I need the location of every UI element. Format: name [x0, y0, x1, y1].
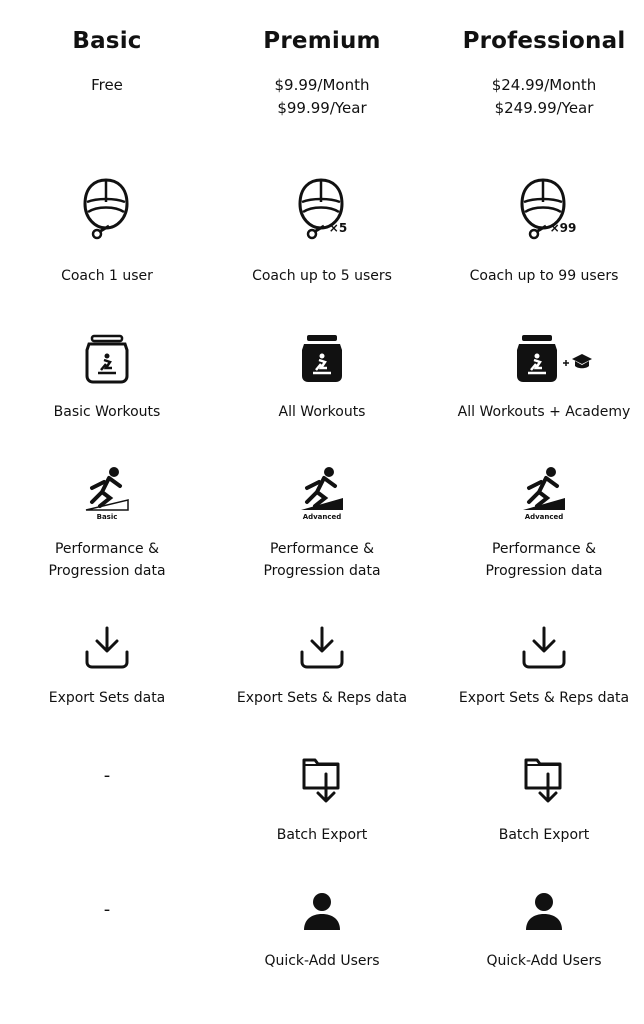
feature-batch-export-label: Batch Export — [498, 827, 590, 843]
feature-coach-label: Coach up to 5 users — [252, 268, 392, 284]
plan-price-line1: $9.99/Month — [274, 76, 370, 94]
coach-multiplier: ×5 — [328, 221, 348, 235]
plan-title: Professional — [462, 28, 626, 54]
performance-tier-label: Advanced — [524, 513, 564, 521]
plan-column-basic — [0, 0, 214, 1024]
plan-column-premium — [215, 0, 429, 1024]
plan-title: Premium — [263, 28, 381, 54]
feature-export-label: Export Sets data — [48, 690, 166, 706]
feature-quick-add-unavailable: - — [103, 899, 111, 920]
performance-tier-label: Basic — [96, 513, 118, 521]
feature-performance-label-2: Progression data — [485, 563, 603, 579]
workout-jar-icon — [512, 334, 594, 384]
download-tray-icon — [521, 626, 567, 670]
feature-performance-label-2: Progression data — [263, 563, 381, 579]
plan-price-line2: $99.99/Year — [277, 99, 367, 117]
sprinter-ramp-icon — [82, 466, 132, 522]
feature-quick-add-label: Quick-Add Users — [486, 953, 602, 969]
plan-price-line1: Free — [91, 76, 123, 94]
feature-workouts-label: All Workouts — [278, 404, 366, 420]
plan-price-line1: $24.99/Month — [491, 76, 597, 94]
feature-export-label: Export Sets & Reps data — [236, 690, 408, 706]
graduation-cap-icon — [572, 354, 592, 368]
feature-coach-label: Coach up to 99 users — [469, 268, 619, 284]
coach-cap-whistle-icon — [516, 178, 578, 242]
plan-price-line2: $249.99/Year — [494, 99, 594, 117]
user-icon — [303, 892, 341, 932]
feature-quick-add-label: Quick-Add Users — [264, 953, 380, 969]
plan-column-professional — [437, 0, 644, 1024]
plan-title: Basic — [72, 28, 142, 54]
feature-coach-label: Coach 1 user — [61, 268, 153, 284]
workout-jar-icon — [297, 334, 347, 384]
coach-cap-whistle-icon — [294, 178, 354, 242]
user-icon — [525, 892, 563, 932]
folder-download-icon — [301, 756, 343, 806]
feature-performance-label-2: Progression data — [48, 563, 166, 579]
feature-batch-export-label: Batch Export — [276, 827, 368, 843]
feature-workouts-label: All Workouts + Academy — [457, 404, 631, 420]
performance-tier-label: Advanced — [302, 513, 342, 521]
feature-export-label: Export Sets & Reps data — [458, 690, 630, 706]
feature-performance-label-1: Performance & — [491, 541, 597, 557]
feature-batch-export-unavailable: - — [103, 765, 111, 786]
download-tray-icon — [84, 626, 130, 670]
feature-performance-label-1: Performance & — [54, 541, 160, 557]
download-tray-icon — [299, 626, 345, 670]
workout-jar-icon — [82, 334, 132, 384]
sprinter-ramp-icon — [297, 466, 347, 522]
folder-download-icon — [523, 756, 565, 806]
feature-performance-label-1: Performance & — [269, 541, 375, 557]
coach-multiplier: ×99 — [549, 221, 577, 235]
coach-cap-whistle-icon — [79, 178, 135, 242]
sprinter-ramp-icon — [519, 466, 569, 522]
feature-workouts-label: Basic Workouts — [53, 404, 161, 420]
